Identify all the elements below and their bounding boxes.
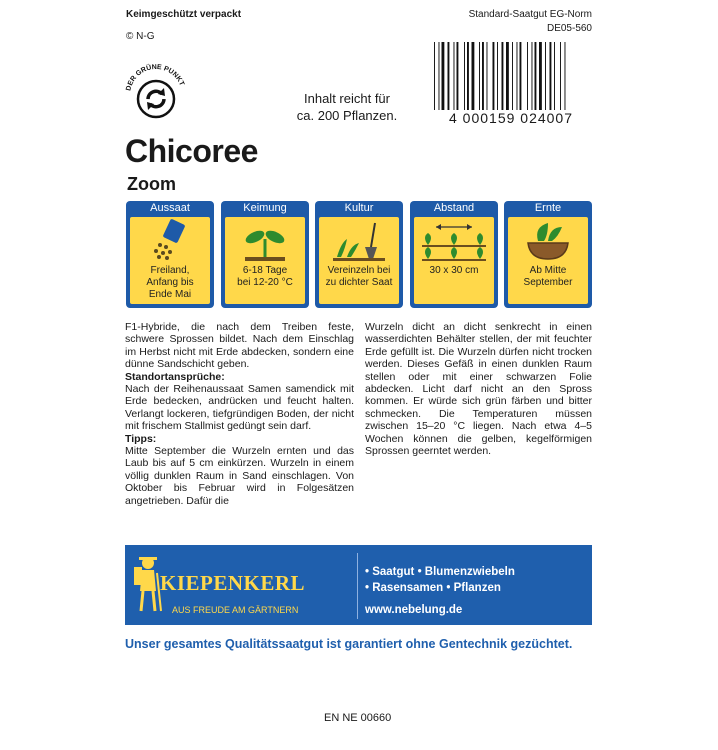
tile-kultur: [315, 201, 403, 308]
packaging-note: Keimgeschützt verpackt: [126, 9, 242, 20]
seed-standard: Standard-Saatgut EG-Norm: [468, 9, 592, 20]
tile-caption: 30 x 30 cm: [429, 265, 479, 276]
article-code: EN NE 00660: [324, 712, 392, 724]
product-range-line2: • Rasensamen • Pflanzen: [365, 582, 501, 594]
gmo-free-statement: Unser gesamtes Qualitätssaatgut ist garantiert ohne Gentechnik gezüchtet.: [125, 637, 573, 651]
content-amount-line1: Inhalt reicht für: [304, 91, 390, 106]
kiepenkerl-mascot-icon: [132, 553, 162, 615]
product-range-line1: • Saatgut • Blumenzwiebeln: [365, 566, 515, 578]
tile-heading: Abstand: [433, 202, 475, 214]
banner-divider: [357, 553, 358, 619]
standort-text: Nach der Reihenaussaat Samen samendick mit Erde bedecken, andrücken und feucht halten. Verlangt lockeren, tiefgründigen Boden, der nicht mit frischem Stallmist gedüngt sein darf.: [125, 383, 354, 433]
tile-heading: Keimung: [243, 202, 287, 214]
text-column-right: [365, 321, 592, 457]
harvest-bowl-icon: [508, 219, 588, 263]
brand-tagline: AUS FREUDE AM GÄRTNERN: [172, 605, 299, 615]
certification-code: DE05-560: [546, 23, 592, 34]
right-column-text: Wurzeln dicht an dicht senkrecht in einen wasserdichten Behälter stellen, der mit feuchter Erde gefüllt ist. Die Wurzeln dürfen nicht trocken werden. Dieses Gefäß in einen dunklen Raum stellen oder mit einer schwarzen Folie abdecken. Licht darf nicht an den Spross kommen. Er würde sich grün färben und bitter schmecken. Die Temperaturen müssen zwischen 15–20 °C liegen. Nach etwa 4–5 Wochen können die gelben, kegelförmigen Sprossen geerntet werden.: [365, 321, 592, 458]
spacing-icon: [414, 219, 494, 263]
seed-packet-icon: [130, 219, 210, 263]
product-variety: Zoom: [127, 174, 176, 194]
product-title: Chicoree: [125, 133, 258, 169]
barcode-number: 4 000159 024007: [428, 110, 594, 126]
copyright-note: © N-G: [126, 31, 155, 42]
tile-caption: 6-18 Tage bei 12-20 °C: [237, 265, 293, 288]
tile-heading: Aussaat: [150, 202, 190, 214]
brand-logo: KIEPENKERL: [160, 571, 306, 595]
tile-keimung: [221, 201, 309, 308]
tile-caption: Freiland, Anfang bis Ende Mai: [146, 265, 194, 300]
website-link[interactable]: www.nebelung.de: [365, 604, 463, 616]
tile-ernte: [504, 201, 592, 308]
intro-text: F1-Hybride, die nach dem Treiben feste, schwere Sprossen bildet. Nach dem Einschlag im Herbst nicht mit Erde abdecken, sondern eine dünne Sandschicht geben.: [125, 321, 354, 371]
heading-tipps: Tipps:: [125, 432, 157, 445]
tile-aussaat: [126, 201, 214, 308]
tile-heading: Kultur: [344, 202, 374, 214]
heading-standort: Standortansprüche:: [125, 370, 225, 383]
seedling-icon: [225, 219, 305, 263]
content-amount-line2: ca. 200 Pflanzen.: [296, 108, 398, 123]
tipps-text: Mitte September die Wurzeln ernten und das Laub bis auf 5 cm einkürzen. Wurzeln in einem völlig dunklen Raum in Sand einschlagen. Von Oktober bis Februar wird in Folgesätzen angetrieben. Dafür die: [125, 445, 354, 507]
tile-caption: Vereinzeln bei zu dichter Saat: [325, 265, 393, 288]
tile-abstand: [410, 201, 498, 308]
text-column-left: [125, 321, 354, 507]
svg-text:DER GRÜNE PUNKT: DER GRÜNE PUNKT: [125, 63, 186, 92]
spade-icon: [319, 219, 399, 263]
tile-heading: Ernte: [534, 202, 562, 214]
tile-caption: Ab Mitte September: [523, 265, 573, 288]
green-dot-logo-icon: [120, 55, 192, 127]
